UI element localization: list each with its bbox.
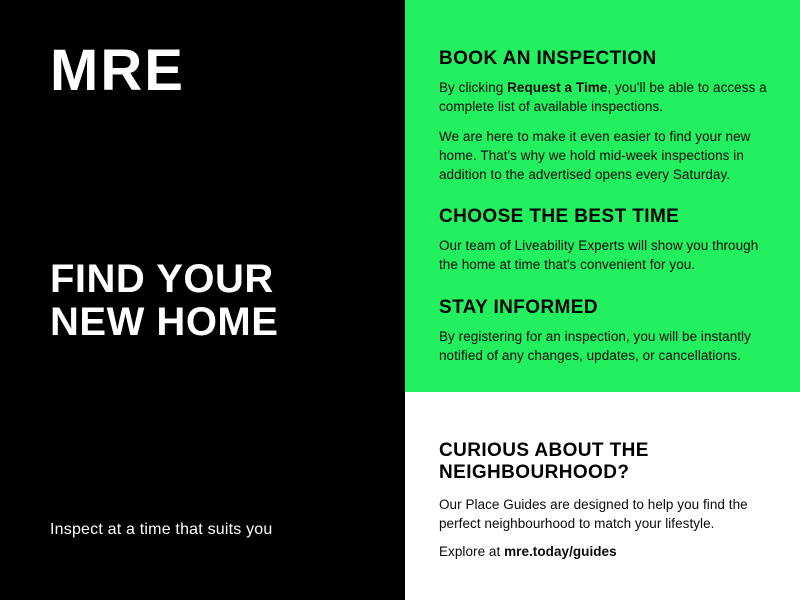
brand-logo: MRE bbox=[50, 38, 185, 103]
book-text-part-1: By clicking bbox=[439, 80, 508, 96]
headline-line-1: FIND YOUR bbox=[50, 257, 274, 301]
section-text-neighbourhood: Our Place Guides are designed to help you find the perfect neighbourhood to match your lifestyle. bbox=[439, 496, 748, 531]
headline-line-2: NEW HOME bbox=[50, 300, 279, 345]
book-text-part-2: , you'll be able to access a complete list of available inspections. bbox=[439, 80, 767, 115]
neighbourhood-heading-line-1: CURIOUS ABOUT THE bbox=[439, 440, 649, 461]
hero-tagline: Inspect at a time that suits you bbox=[50, 521, 273, 538]
section-heading-curious-about-the-neighbourhood bbox=[439, 440, 774, 484]
section-heading-choose-the-best-time: CHOOSE THE BEST TIME bbox=[439, 206, 680, 228]
explore-guides-line bbox=[439, 544, 774, 559]
section-text-choose-the-best-time: Our team of Liveability Experts will show you through the home at time that's convenient for you. bbox=[439, 238, 759, 273]
neighbourhood-heading-line-2: NEIGHBOURHOOD? bbox=[439, 461, 630, 483]
guides-link[interactable]: mre.today/guides bbox=[504, 544, 617, 559]
neighbourhood-content bbox=[439, 440, 774, 559]
inspection-info-content bbox=[439, 48, 769, 365]
section-heading-stay-informed: STAY INFORMED bbox=[439, 296, 598, 318]
neighbourhood-panel bbox=[405, 392, 800, 600]
request-a-time-emphasis: Request a Time bbox=[507, 80, 608, 96]
section-heading-book-an-inspection: BOOK AN INSPECTION bbox=[439, 48, 657, 69]
section-text-stay-informed: By registering for an inspection, you will be instantly notified of any changes, updates, or cancellations. bbox=[439, 328, 751, 364]
page-title bbox=[50, 258, 278, 344]
section-text-book-an-inspection-2: We are here to make it even easier to find your new home. That's why we hold mid-week inspections in addition to the advertised opens every Saturday. bbox=[439, 128, 751, 182]
section-text-book-an-inspection-1 bbox=[439, 78, 769, 116]
explore-prefix-text: Explore at bbox=[439, 544, 505, 559]
inspection-info-panel bbox=[405, 0, 800, 392]
